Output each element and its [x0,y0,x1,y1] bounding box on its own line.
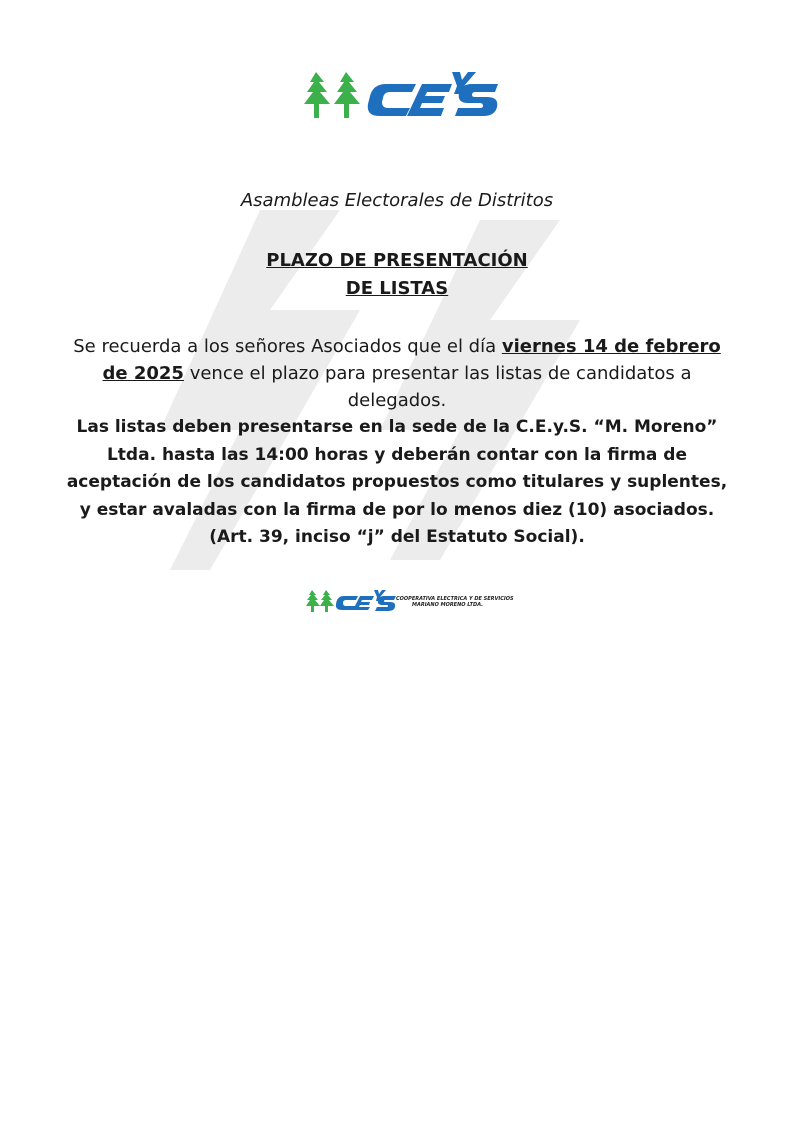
tree-icon [304,72,330,118]
ceys-logo [302,68,498,124]
deadline-date: viernes 14 de febrero de 2025 [102,336,721,384]
reminder-text-after: vence el plazo para presentar las listas de candidatos a delegados. [183,363,692,411]
heading [60,247,734,303]
tree-icon [334,72,360,118]
footer-cooperative-name [396,596,514,608]
reminder-paragraph [60,333,734,414]
document-body [60,190,734,552]
subtitle: Asambleas Electorales de Distritos [240,190,554,211]
footer-line1: COOPERATIVA ELECTRICA Y DE SERVICIOS [396,596,514,602]
footer-line2: MARIANO MORENO LTDA. [412,602,484,608]
reminder-text-before: Se recuerda a los señores Asociados que el día [73,336,502,357]
tree-icon [306,590,320,612]
heading-line1: PLAZO DE PRESENTACIÓN [266,250,528,271]
heading-line2: DE LISTAS [345,278,449,299]
tree-icon [320,590,334,612]
requirements-paragraph: Las listas deben presentarse en la sede de la C.E.y.S. “M. Moreno” Ltda. hasta las 14:00 horas y deberán contar con la firma de aceptación de los candidatos propuestos como titulares y suplentes, y estar avaladas con la firma de por lo menos diez (10) asociados. (Art. 39, inciso “j” del Estatuto Social). [66,417,728,547]
